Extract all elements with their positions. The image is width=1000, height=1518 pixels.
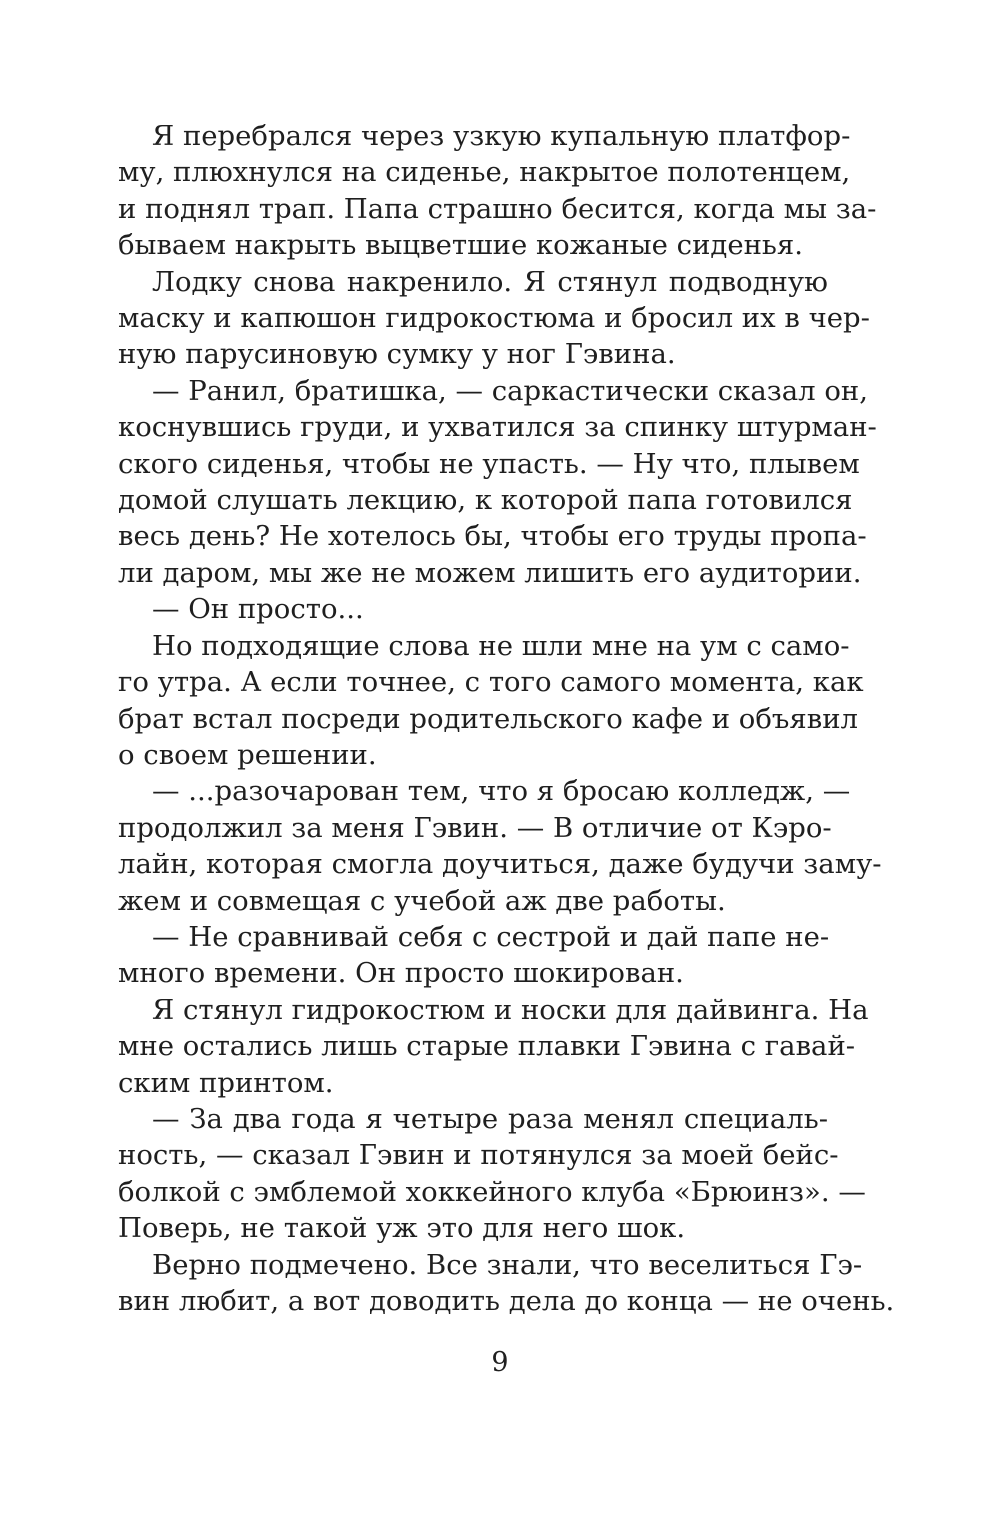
text-line: мне остались лишь старые плавки Гэвина с гавай-	[118, 1030, 856, 1063]
text-line: много времени. Он просто шокирован.	[118, 957, 684, 990]
text-line: Я перебрался через узкую купальную платфор-	[152, 120, 851, 152]
text-line: жем и совмещая с учебой аж две работы.	[118, 884, 726, 917]
text-line: бываем накрыть выцветшие кожаные сиденья.	[118, 229, 803, 262]
text-line: — Он просто...	[152, 593, 364, 626]
paragraph	[118, 264, 870, 373]
paragraph	[118, 1247, 895, 1320]
paragraph	[118, 773, 882, 919]
text-line: — Ранил, братишка, — саркастически сказал он,	[152, 374, 868, 407]
text-line: ским принтом.	[118, 1066, 334, 1099]
text-line: весь день? Не хотелось бы, чтобы его труды пропа-	[118, 520, 867, 553]
paragraph	[118, 919, 828, 992]
text-line: — ...разочарован тем, что я бросаю колледж, —	[152, 775, 851, 808]
text-line: продолжил за меня Гэвин. — В отличие от Кэро-	[118, 811, 832, 844]
text-line: ского сиденья, чтобы не упасть. — Ну что, плывем	[118, 447, 860, 480]
text-line: Но подходящие слова не шли мне на ум с само-	[152, 629, 850, 662]
page-number: 9	[491, 1347, 509, 1378]
paragraph	[118, 591, 828, 627]
text-line: брат встал посреди родительского кафе и объявил	[118, 702, 859, 735]
text-line: домой слушать лекцию, к которой папа готовился	[118, 484, 853, 517]
text-line: Я стянул гидрокостюм и носки для дайвинга. На	[152, 993, 869, 1026]
paragraph	[118, 373, 877, 591]
text-line: — За два года я четыре раза менял специаль-	[152, 1102, 828, 1135]
paragraph	[118, 118, 877, 264]
text-line: болкой с эмблемой хоккейного клуба «Брюинз». —	[118, 1175, 866, 1208]
text-line: му, плюхнулся на сиденье, накрытое полотенцем,	[118, 156, 851, 189]
paragraph	[118, 992, 869, 1101]
text-line: ли даром, мы же не можем лишить его аудитории.	[118, 556, 862, 589]
text-line: ность, — сказал Гэвин и потянулся за моей бейс-	[118, 1139, 839, 1172]
text-line: Верно подмечено. Все знали, что веселиться Гэ-	[152, 1248, 863, 1281]
text-line: Лодку снова накренило. Я стянул подводную	[152, 265, 828, 298]
body-text	[118, 118, 895, 1319]
paragraph	[118, 628, 864, 774]
text-line: о своем решении.	[118, 738, 377, 771]
text-line: маску и капюшон гидрокостюма и бросил их в чер-	[118, 302, 870, 335]
text-line: и поднял трап. Папа страшно бесится, когда мы за-	[118, 192, 877, 225]
text-line: Поверь, не такой уж это для него шок.	[118, 1212, 686, 1245]
text-line: го утра. А если точнее, с того самого момента, как	[118, 666, 864, 699]
text-line: ную парусиновую сумку у ног Гэвина.	[118, 338, 676, 371]
text-line: вин любит, а вот доводить дела до конца — не очень.	[118, 1285, 895, 1317]
paragraph	[118, 1101, 866, 1247]
text-line: лайн, которая смогла доучиться, даже будучи заму-	[118, 848, 882, 881]
text-line: — Не сравнивай себя с сестрой и дай папе не-	[152, 920, 830, 953]
text-line: коснувшись груди, и ухватился за спинку штурман-	[118, 411, 877, 444]
